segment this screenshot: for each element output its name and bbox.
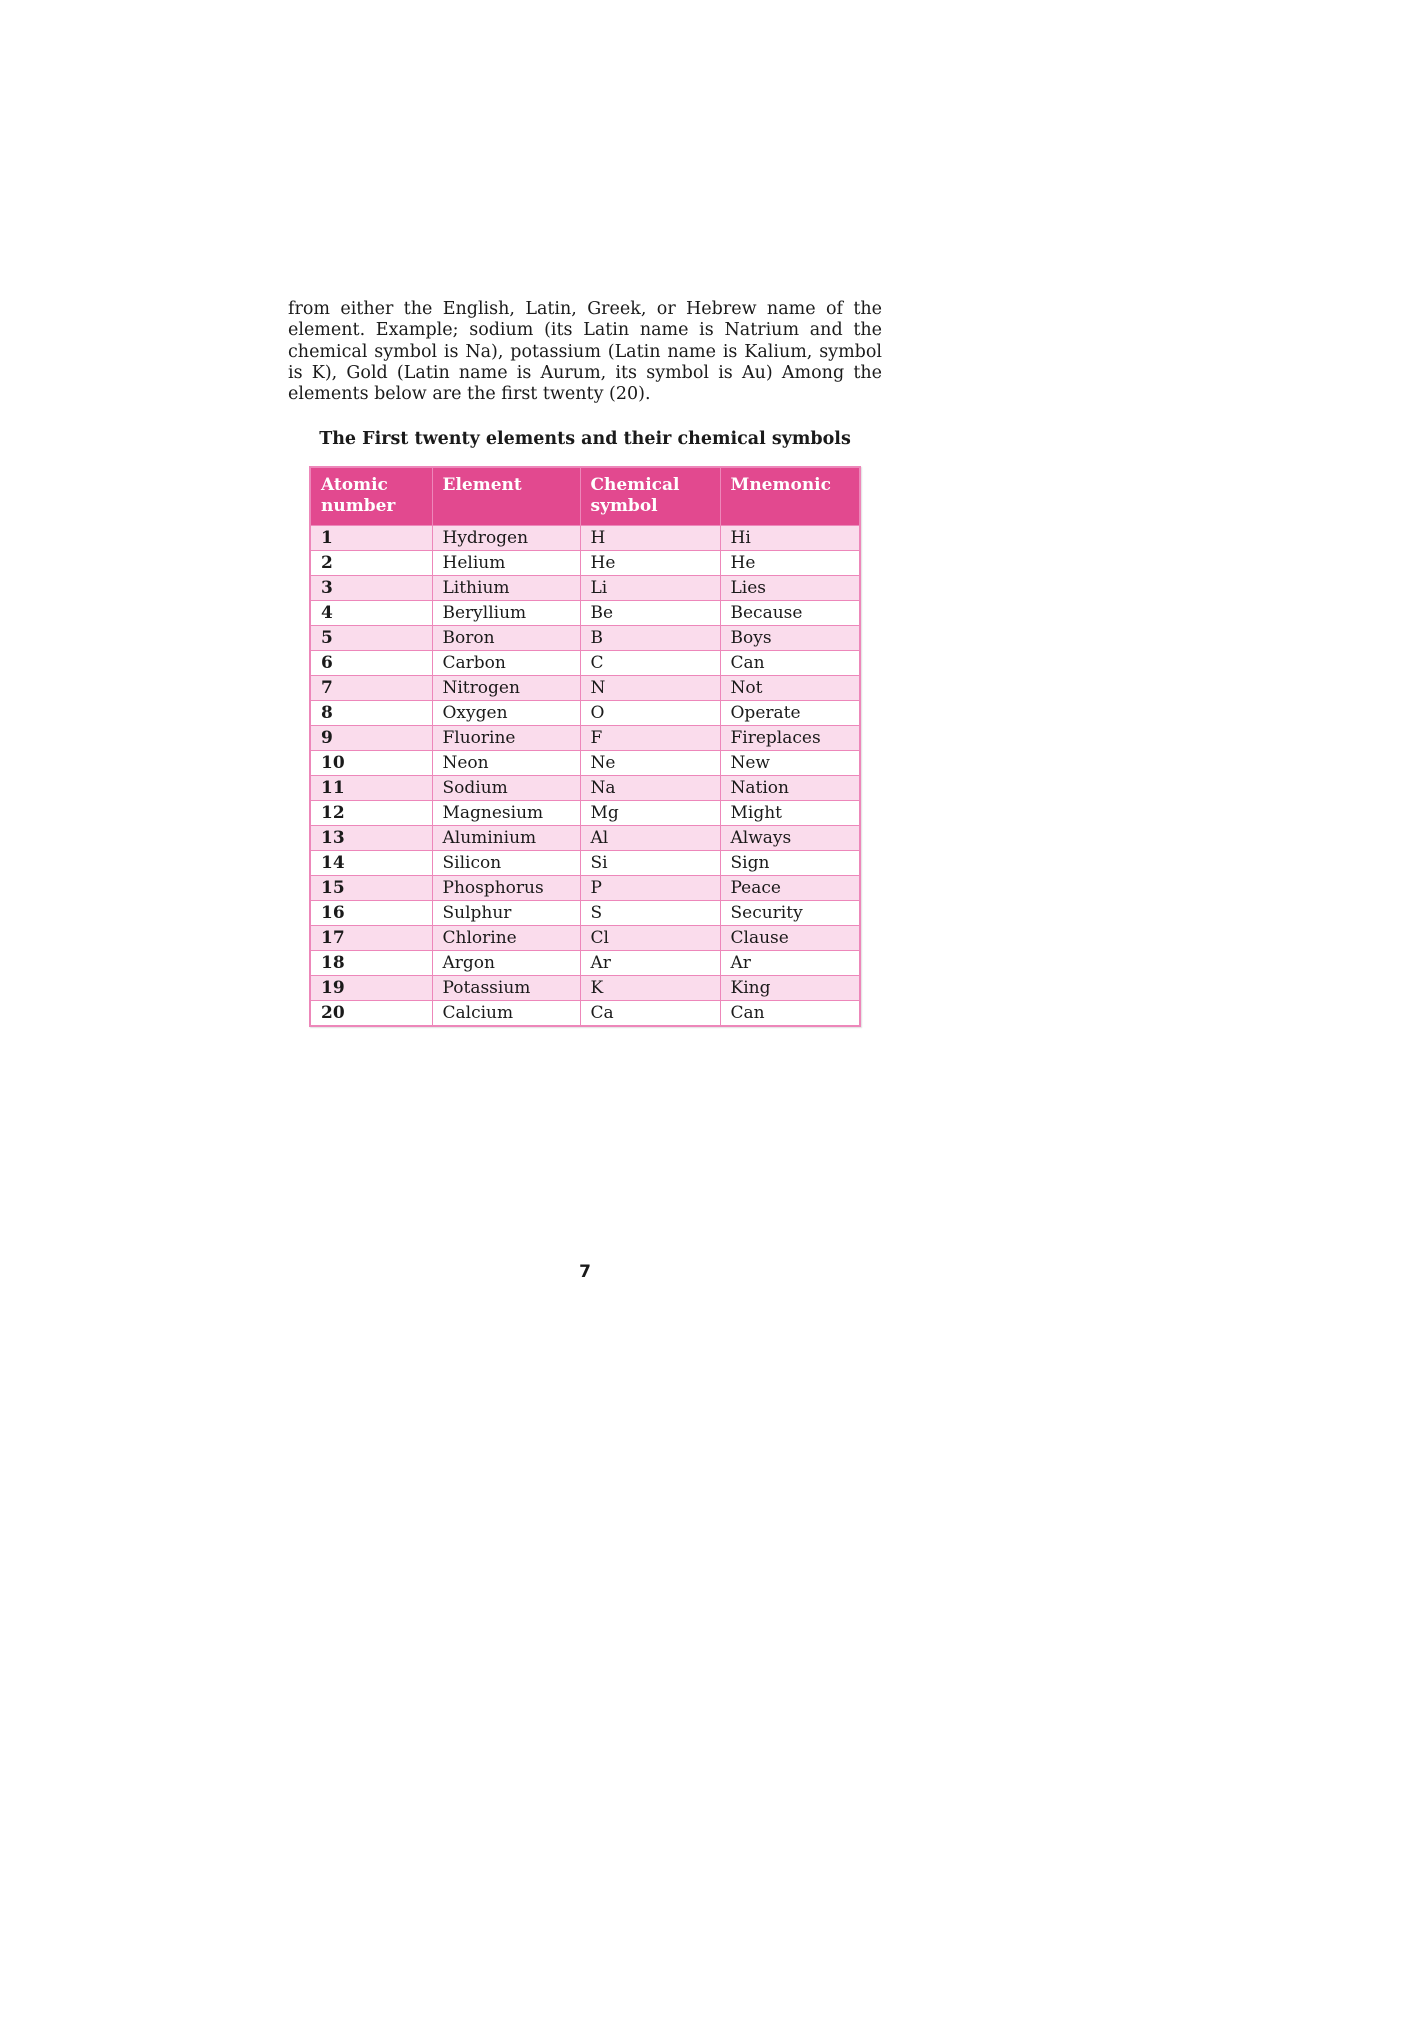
cell-atomic-number: 4 (310, 601, 432, 626)
cell-symbol: H (580, 526, 720, 551)
cell-element: Nitrogen (432, 676, 580, 701)
cell-element: Sodium (432, 776, 580, 801)
cell-symbol: Ar (580, 951, 720, 976)
table-body (310, 526, 860, 1027)
table-row (310, 526, 860, 551)
table-row (310, 901, 860, 926)
cell-mnemonic: Operate (720, 701, 860, 726)
cell-symbol: Be (580, 601, 720, 626)
table-title: The First twenty elements and their chemical symbols (319, 429, 851, 450)
cell-symbol: Al (580, 826, 720, 851)
cell-atomic-number: 19 (310, 976, 432, 1001)
cell-element: Argon (432, 951, 580, 976)
table-header (310, 467, 860, 526)
cell-element: Aluminium (432, 826, 580, 851)
cell-atomic-number: 1 (310, 526, 432, 551)
cell-element: Sulphur (432, 901, 580, 926)
cell-element: Oxygen (432, 701, 580, 726)
table-row (310, 851, 860, 876)
table-row (310, 626, 860, 651)
cell-symbol: Na (580, 776, 720, 801)
cell-mnemonic: New (720, 751, 860, 776)
table-row (310, 601, 860, 626)
cell-atomic-number: 18 (310, 951, 432, 976)
elements-table (309, 466, 861, 1027)
table-row (310, 551, 860, 576)
cell-symbol: B (580, 626, 720, 651)
table-row (310, 676, 860, 701)
cell-atomic-number: 14 (310, 851, 432, 876)
cell-element: Lithium (432, 576, 580, 601)
cell-symbol: O (580, 701, 720, 726)
cell-atomic-number: 8 (310, 701, 432, 726)
cell-mnemonic: Ar (720, 951, 860, 976)
cell-mnemonic: Can (720, 651, 860, 676)
cell-element: Carbon (432, 651, 580, 676)
table-row (310, 776, 860, 801)
cell-mnemonic: Might (720, 801, 860, 826)
header-mnemonic: Mnemonic (720, 467, 860, 526)
cell-mnemonic: Lies (720, 576, 860, 601)
cell-atomic-number: 17 (310, 926, 432, 951)
cell-symbol: Ne (580, 751, 720, 776)
cell-element: Calcium (432, 1001, 580, 1027)
cell-element: Phosphorus (432, 876, 580, 901)
cell-mnemonic: Sign (720, 851, 860, 876)
cell-mnemonic: Security (720, 901, 860, 926)
cell-atomic-number: 6 (310, 651, 432, 676)
cell-symbol: Ca (580, 1001, 720, 1027)
cell-mnemonic: Nation (720, 776, 860, 801)
cell-element: Potassium (432, 976, 580, 1001)
cell-atomic-number: 16 (310, 901, 432, 926)
cell-element: Hydrogen (432, 526, 580, 551)
table-row (310, 701, 860, 726)
header-element: Element (432, 467, 580, 526)
cell-atomic-number: 9 (310, 726, 432, 751)
cell-symbol: Li (580, 576, 720, 601)
cell-symbol: Cl (580, 926, 720, 951)
cell-element: Fluorine (432, 726, 580, 751)
cell-atomic-number: 5 (310, 626, 432, 651)
cell-mnemonic: Fireplaces (720, 726, 860, 751)
header-chemical-symbol: Chemical symbol (580, 467, 720, 526)
cell-symbol: Mg (580, 801, 720, 826)
table-row (310, 751, 860, 776)
cell-symbol: N (580, 676, 720, 701)
page-number: 7 (579, 1262, 591, 1282)
table-row (310, 726, 860, 751)
cell-mnemonic: Because (720, 601, 860, 626)
cell-element: Helium (432, 551, 580, 576)
intro-paragraph: from either the English, Latin, Greek, or Hebrew name of the element. Example; sodium (its Latin name is Natrium and the chemical symbol is Na), potassium (Latin name is Kalium, symbol is K), Gold (Latin name is Aurum, its symbol is Au) Among the elements below are the first twenty (20). (288, 299, 882, 405)
cell-atomic-number: 11 (310, 776, 432, 801)
cell-atomic-number: 10 (310, 751, 432, 776)
table-row (310, 651, 860, 676)
cell-element: Chlorine (432, 926, 580, 951)
table-header-row (310, 467, 860, 526)
cell-element: Magnesium (432, 801, 580, 826)
table-row (310, 976, 860, 1001)
cell-atomic-number: 15 (310, 876, 432, 901)
cell-symbol: S (580, 901, 720, 926)
cell-atomic-number: 7 (310, 676, 432, 701)
cell-atomic-number: 12 (310, 801, 432, 826)
cell-symbol: P (580, 876, 720, 901)
cell-mnemonic: Boys (720, 626, 860, 651)
cell-symbol: C (580, 651, 720, 676)
cell-atomic-number: 2 (310, 551, 432, 576)
content-column (288, 299, 882, 1027)
table-row (310, 801, 860, 826)
cell-element: Boron (432, 626, 580, 651)
cell-symbol: He (580, 551, 720, 576)
table-row (310, 876, 860, 901)
table-row (310, 926, 860, 951)
cell-mnemonic: Hi (720, 526, 860, 551)
cell-atomic-number: 13 (310, 826, 432, 851)
cell-mnemonic: Not (720, 676, 860, 701)
header-atomic-number: Atomic number (310, 467, 432, 526)
cell-element: Neon (432, 751, 580, 776)
cell-atomic-number: 20 (310, 1001, 432, 1027)
table-row (310, 576, 860, 601)
cell-mnemonic: Always (720, 826, 860, 851)
cell-symbol: K (580, 976, 720, 1001)
cell-symbol: F (580, 726, 720, 751)
table-row (310, 1001, 860, 1027)
cell-symbol: Si (580, 851, 720, 876)
cell-element: Silicon (432, 851, 580, 876)
cell-mnemonic: King (720, 976, 860, 1001)
cell-mnemonic: He (720, 551, 860, 576)
cell-element: Beryllium (432, 601, 580, 626)
table-row (310, 826, 860, 851)
table-row (310, 951, 860, 976)
cell-mnemonic: Peace (720, 876, 860, 901)
cell-atomic-number: 3 (310, 576, 432, 601)
cell-mnemonic: Clause (720, 926, 860, 951)
cell-mnemonic: Can (720, 1001, 860, 1027)
